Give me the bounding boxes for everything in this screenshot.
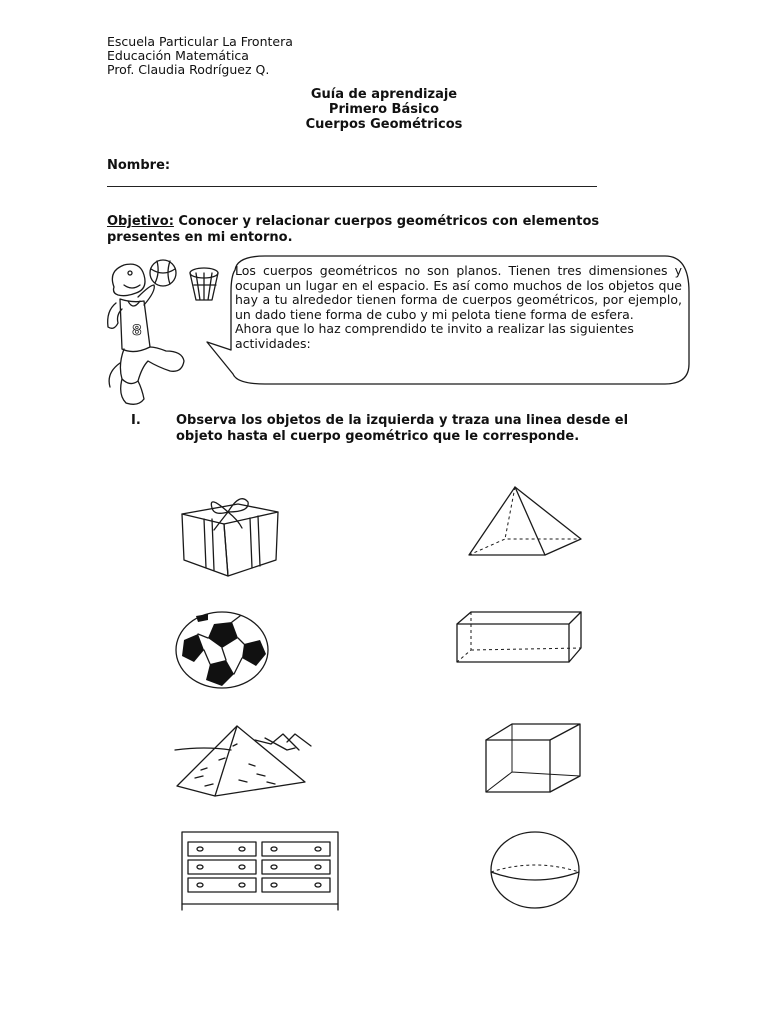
- soccer-ball-image[interactable]: [174, 610, 272, 690]
- objective-label: Objetivo:: [107, 214, 174, 229]
- name-label: Nombre:: [107, 158, 171, 173]
- bubble-text: [235, 264, 682, 352]
- sphere-shape[interactable]: [487, 830, 585, 910]
- svg-text:8: 8: [132, 323, 142, 339]
- cube-shape[interactable]: [482, 722, 584, 794]
- rectangular-prism-shape[interactable]: [455, 610, 585, 670]
- grade-title: Primero Básico: [328, 102, 440, 117]
- bubble-paragraph-1: Los cuerpos geométricos no son planos. Tienen tres dimensiones y ocupan un lugar en el espacio. Es así como muchos de los objetos que hay a tu alrededor tienen forma de cuerpos geométricos, por ejemplo, un dado tiene forma de cubo y mi pelota tiene forma de esfera.: [235, 263, 682, 322]
- teacher-name: Prof. Claudia Rodríguez Q.: [107, 62, 270, 77]
- instruction-text: Observa los objetos de la izquierda y traza una linea desde el objeto hasta el cuerpo geométrico que le corresponde.: [176, 413, 629, 444]
- subject-name: Educación Matemática: [107, 48, 249, 63]
- bubble-paragraph-2: Ahora que lo haz comprendido te invito a realizar las siguientes actividades:: [235, 321, 634, 351]
- pyramids-image[interactable]: [175, 720, 325, 800]
- topic-title: Cuerpos Geométricos: [305, 117, 463, 132]
- name-line[interactable]: [107, 186, 597, 187]
- dresser-image[interactable]: [178, 830, 343, 910]
- gift-box-image[interactable]: [178, 490, 283, 580]
- pyramid-shape[interactable]: [465, 485, 585, 560]
- instruction-number: I.: [131, 413, 141, 428]
- guide-title: Guía de aprendizaje: [310, 87, 458, 102]
- school-name: Escuela Particular La Frontera: [107, 34, 293, 49]
- objective: [107, 214, 627, 246]
- objective-text: Conocer y relacionar cuerpos geométricos con elementos presentes en mi entorno.: [107, 214, 600, 245]
